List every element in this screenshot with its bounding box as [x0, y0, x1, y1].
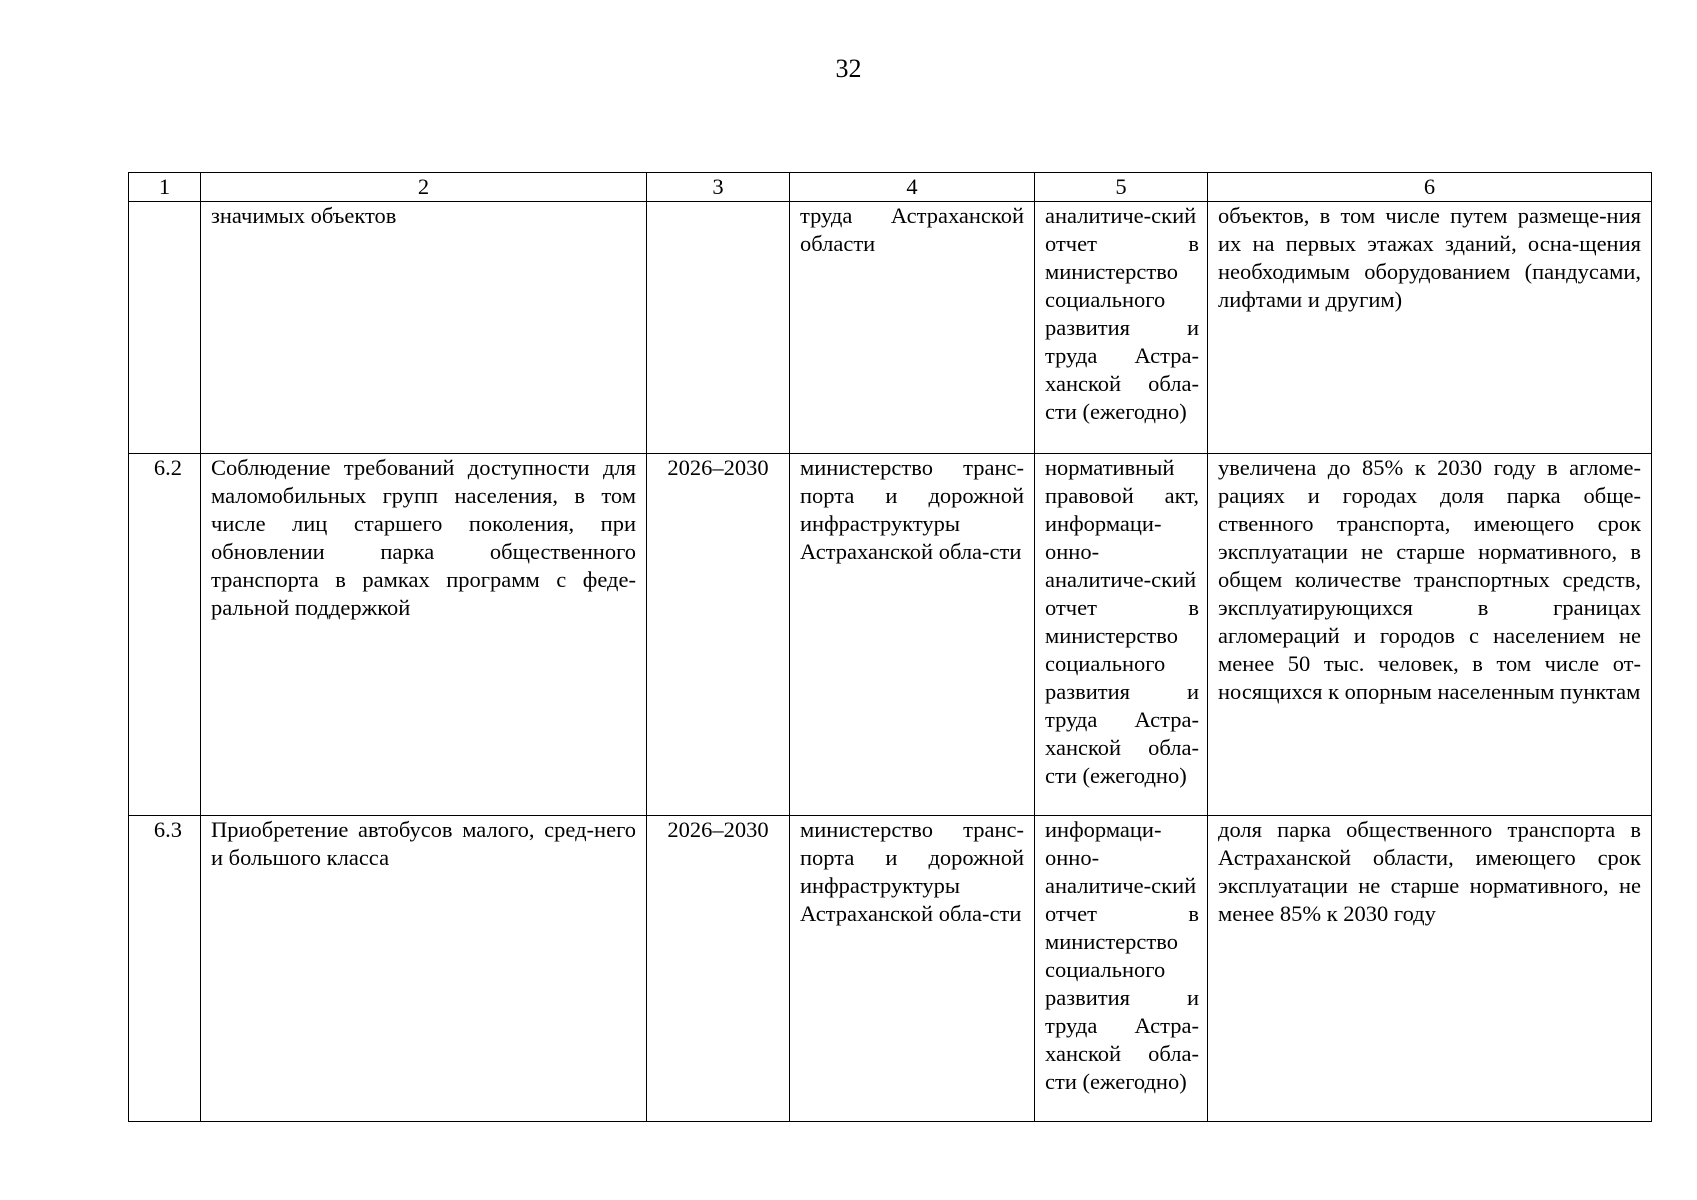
measures-table [128, 172, 1652, 1122]
measure-cell: значимых объектов [201, 202, 647, 454]
result-cell: объектов, в том числе путем размеще-ния их на первых этажах зданий, осна-щения необходимым оборудованием (пандусами, лифтами и другим) [1208, 202, 1652, 454]
result-cell: доля парка общественного транспорта в Астраханской области, имеющего срок эксплуатации не старше нормативного, не менее 85% к 2030 году [1208, 816, 1652, 1122]
period-cell: 2026–2030 [647, 454, 790, 816]
row-number [129, 202, 201, 454]
responsible-cell: министерство транс-порта и дорожной инфраструктуры Астраханской обла-сти [790, 816, 1035, 1122]
period-cell [647, 202, 790, 454]
responsible-cell: труда Астраханской области [790, 202, 1035, 454]
result-cell: увеличена до 85% к 2030 году в агломе-рациях и городах доля парка обще-ственного транспорта, имеющего срок эксплуатации не старше нормативного, в общем количестве транспортных средств, эксплуатирующихся в границах агломераций и городов с населением не менее 50 тыс. человек, в том числе от-носящихся к опорным населенным пунктам [1208, 454, 1652, 816]
column-header: 1 [129, 173, 201, 202]
report-cell: нормативный правовой акт, информаци-онно-аналитиче-ский отчет в министерство социального развития и труда Астра-ханской обла-сти (ежегодно) [1035, 454, 1208, 816]
period-cell: 2026–2030 [647, 816, 790, 1122]
measure-cell: Соблюдение требований доступности для маломобильных групп населения, в том числе лиц старшего поколения, при обновлении парка общественного транспорта в рамках программ с феде-ральной поддержкой [201, 454, 647, 816]
table-row [129, 202, 1652, 454]
row-number: 6.3 [129, 816, 201, 1122]
column-header: 6 [1208, 173, 1652, 202]
column-header: 4 [790, 173, 1035, 202]
column-header: 3 [647, 173, 790, 202]
table-row [129, 454, 1652, 816]
measure-cell: Приобретение автобусов малого, сред-него и большого класса [201, 816, 647, 1122]
column-header: 2 [201, 173, 647, 202]
column-header: 5 [1035, 173, 1208, 202]
row-number: 6.2 [129, 454, 201, 816]
report-cell: информаци-онно-аналитиче-ский отчет в министерство социального развития и труда Астра-ханской обла-сти (ежегодно) [1035, 816, 1208, 1122]
table-header-row [129, 173, 1652, 202]
page-number: 32 [835, 54, 862, 83]
responsible-cell: министерство транс-порта и дорожной инфраструктуры Астраханской обла-сти [790, 454, 1035, 816]
report-cell: аналитиче-ский отчет в министерство социального развития и труда Астра-ханской обла-сти (ежегодно) [1035, 202, 1208, 454]
table-row [129, 816, 1652, 1122]
